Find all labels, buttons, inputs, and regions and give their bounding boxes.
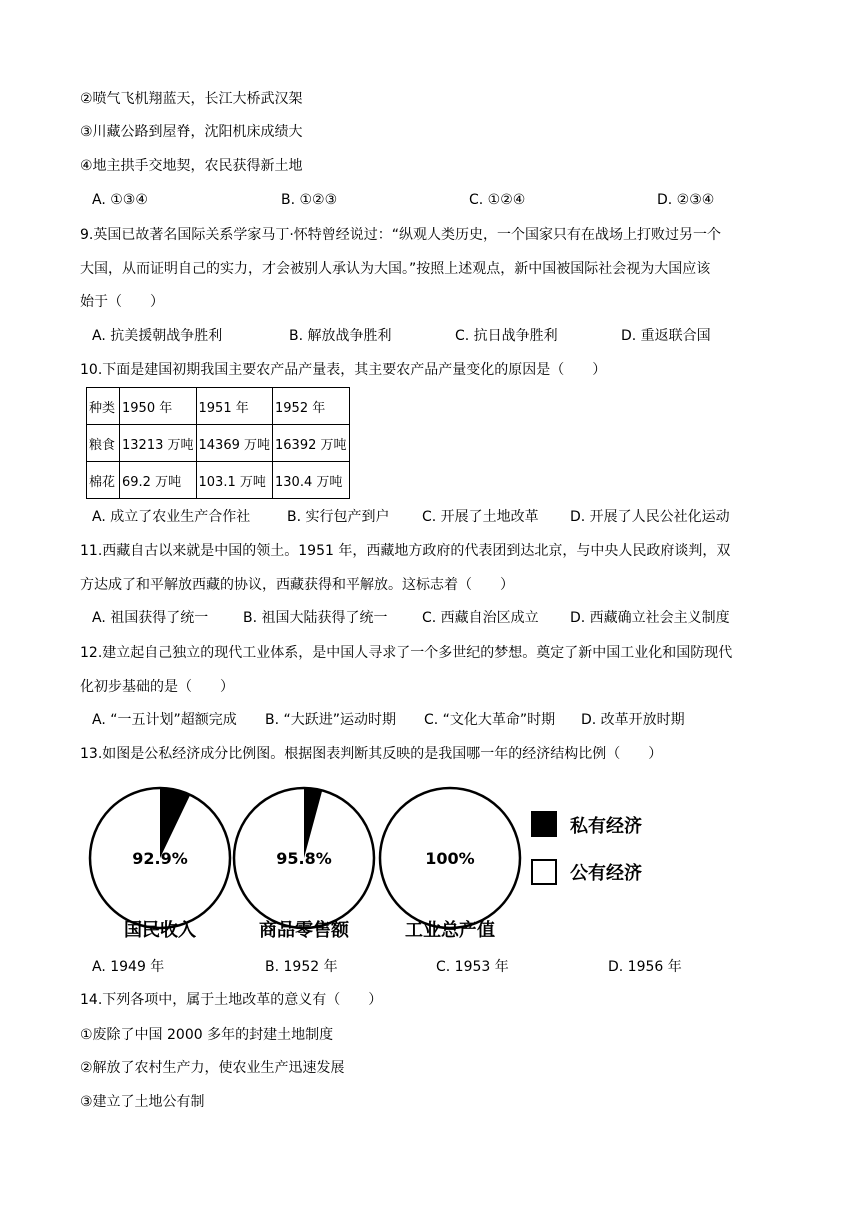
- q8-option-c: C. ①②④: [469, 192, 526, 208]
- q12-option-a: A. “一五计划”超额完成: [92, 712, 237, 728]
- q8-item-4: ④地主拱手交地契，农民获得新土地: [80, 158, 303, 174]
- table-cell: 103.1 万吨: [196, 462, 273, 499]
- q9-option-a: A. 抗美援朝战争胜利: [92, 328, 223, 344]
- pie-chart-3: [380, 788, 520, 941]
- q12-option-c: C. “文化大革命”时期: [424, 712, 556, 728]
- q11-option-d: D. 西藏确立社会主义制度: [570, 610, 730, 626]
- q14-item-3: ③建立了土地公有制: [80, 1094, 205, 1110]
- table-cell: 14369 万吨: [196, 425, 273, 462]
- pie-caption: 工业总产值: [405, 920, 495, 941]
- q14-item-1: ①废除了中国 2000 多年的封建土地制度: [80, 1027, 334, 1043]
- pie-caption: 国民收入: [124, 920, 196, 941]
- q9-stem-line-1: 9.英国已故著名国际关系学家马丁·怀特曾经说过：“纵观人类历史，一个国家只有在战场上打败过另一个: [80, 227, 722, 243]
- table-cell: 粮食: [87, 425, 120, 462]
- pie-percent-label: 95.8%: [276, 849, 332, 868]
- pie-caption: 商品零售额: [259, 920, 349, 941]
- legend-label-public: 公有经济: [570, 863, 642, 884]
- table-cell: 1951 年: [196, 388, 273, 425]
- legend-label-private: 私有经济: [570, 816, 642, 837]
- q9-stem-line-2: 大国，从而证明自己的实力，才会被别人承认为大国。”按照上述观点，新中国被国际社会视为大国应该: [80, 261, 711, 277]
- pie-chart-1: [90, 788, 230, 941]
- table-cell: 1950 年: [120, 388, 197, 425]
- q9-option-d: D. 重返联合国: [621, 328, 711, 344]
- pie-percent-label: 92.9%: [132, 849, 188, 868]
- q8-option-d: D. ②③④: [657, 192, 715, 208]
- q10-option-a: A. 成立了农业生产合作社: [92, 509, 251, 525]
- table-cell: 13213 万吨: [120, 425, 197, 462]
- q11-stem-line-2: 方达成了和平解放西藏的协议，西藏获得和平解放。这标志着（ ）: [80, 577, 514, 593]
- table-row: [87, 462, 350, 499]
- q12-option-b: B. “大跃进”运动时期: [265, 712, 397, 728]
- q13-option-d: D. 1956 年: [608, 959, 682, 975]
- pie-chart-2: [234, 788, 374, 941]
- q14-stem: 14.下列各项中，属于土地改革的意义有（ ）: [80, 992, 383, 1008]
- table-cell: 1952 年: [273, 388, 350, 425]
- q8-item-3: ③川藏公路到屋脊，沈阳机床成绩大: [80, 124, 303, 140]
- q12-option-d: D. 改革开放时期: [581, 712, 685, 728]
- q9-option-b: B. 解放战争胜利: [289, 328, 392, 344]
- production-table: [86, 387, 350, 499]
- q9-stem-line-3: 始于（ ）: [80, 294, 164, 310]
- q10-option-d: D. 开展了人民公社化运动: [570, 509, 730, 525]
- q11-stem-line-1: 11.西藏自古以来就是中国的领土。1951 年，西藏地方政府的代表团到达北京，与中央人民政府谈判，双: [80, 543, 731, 559]
- q13-stem: 13.如图是公私经济成分比例图。根据图表判断其反映的是我国哪一年的经济结构比例（ ）: [80, 746, 663, 762]
- q12-stem-line-1: 12.建立起自己独立的现代工业体系，是中国人寻求了一个多世纪的梦想。奠定了新中国工业化和国防现代: [80, 645, 733, 661]
- table-cell: 130.4 万吨: [273, 462, 350, 499]
- q10-stem: 10.下面是建国初期我国主要农产品产量表，其主要农产品产量变化的原因是（ ）: [80, 362, 607, 378]
- q14-item-2: ②解放了农村生产力，使农业生产迅速发展: [80, 1060, 345, 1076]
- q13-option-a: A. 1949 年: [92, 959, 165, 975]
- q8-option-a: A. ①③④: [92, 192, 148, 208]
- legend: [532, 812, 642, 884]
- q10-option-c: C. 开展了土地改革: [422, 509, 539, 525]
- q11-option-b: B. 祖国大陆获得了统一: [243, 610, 388, 626]
- table-cell: 种类: [87, 388, 120, 425]
- q13-option-b: B. 1952 年: [265, 959, 338, 975]
- q10-option-b: B. 实行包产到户: [287, 509, 390, 525]
- legend-swatch-private: [532, 812, 556, 836]
- q9-option-c: C. 抗日战争胜利: [455, 328, 558, 344]
- pie-percent-label: 100%: [425, 849, 475, 868]
- table-row: [87, 425, 350, 462]
- q12-stem-line-2: 化初步基础的是（ ）: [80, 679, 234, 695]
- q13-option-c: C. 1953 年: [436, 959, 509, 975]
- q8-item-2: ②喷气飞机翔蓝天，长江大桥武汉架: [80, 91, 303, 107]
- q11-option-c: C. 西藏自治区成立: [422, 610, 539, 626]
- q8-option-b: B. ①②③: [281, 192, 338, 208]
- table-header-row: [87, 388, 350, 425]
- pie-chart-figure: [86, 776, 686, 946]
- legend-swatch-public: [532, 860, 556, 884]
- table-cell: 69.2 万吨: [120, 462, 197, 499]
- table-cell: 棉花: [87, 462, 120, 499]
- q11-option-a: A. 祖国获得了统一: [92, 610, 209, 626]
- table-cell: 16392 万吨: [273, 425, 350, 462]
